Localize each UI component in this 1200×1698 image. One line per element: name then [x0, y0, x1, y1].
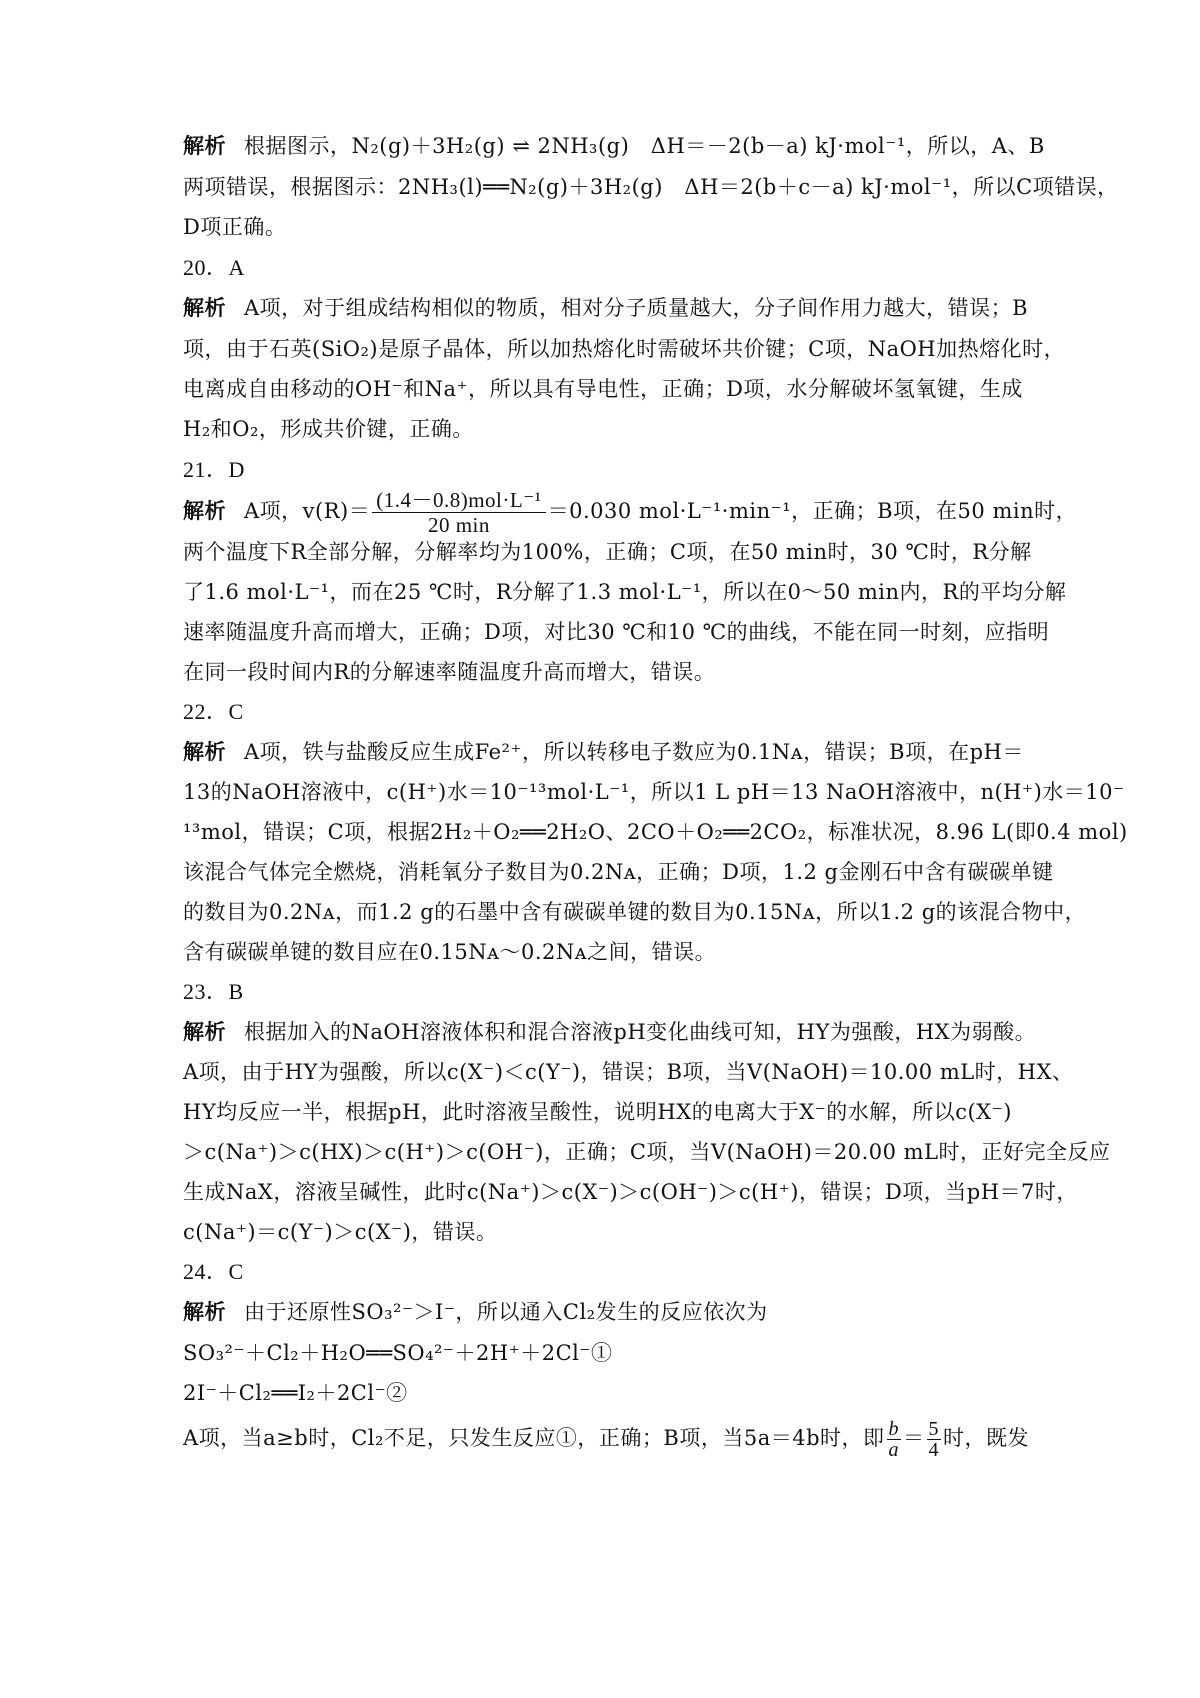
s21-text-1-post: ＝0.030 mol·L⁻¹·min⁻¹，正确；B项，在50 min时，	[547, 499, 1078, 523]
ratio-numerator: b	[888, 1418, 900, 1440]
s24-line-1	[183, 1297, 1023, 1329]
s20-number: 20．A	[183, 255, 245, 280]
s23-number: 23．B	[183, 979, 244, 1004]
s19-line-2: 两项错误，根据图示：2NH₃(l)══N₂(g)＋3H₂(g) ΔH＝2(b＋c－a) kJ·mol⁻¹，所以C项错误，	[183, 175, 1119, 199]
analysis-label: 解析	[183, 134, 226, 158]
s22-text-1: A项，铁与盐酸反应生成Fe²⁺，所以转移电子数应为0.1Nᴀ，错误；B项，在pH＝	[244, 740, 1024, 764]
s21-number: 21．D	[183, 457, 245, 482]
s20-line-1	[183, 293, 1029, 325]
s23-line-2: A项，由于HY为强酸，所以c(X⁻)＜c(Y⁻)，错误；B项，当V(NaOH)＝10.00 mL时，HX、	[183, 1060, 1074, 1084]
s22-line-6: 含有碳碳单键的数目应在0.15Nᴀ～0.2Nᴀ之间，错误。	[183, 940, 717, 964]
s21-line-4: 速率随温度升高而增大，正确；D项，对比30 ℃和10 ℃的曲线，不能在同一时刻，应指明	[183, 620, 1050, 644]
s22-line-4: 该混合气体完全燃烧，消耗氧分子数目为0.2Nᴀ，正确；D项，1.2 g金刚石中含有碳碳单键	[183, 860, 1054, 884]
s22-line-2: 13的NaOH溶液中，c(H⁺)水＝10⁻¹³mol·L⁻¹，所以1 L pH＝13 NaOH溶液中，n(H⁺)水＝10⁻	[183, 780, 1125, 804]
analysis-label: 解析	[183, 1020, 226, 1044]
s24-text-2-post: 时，既发	[943, 1426, 1030, 1450]
analysis-label: 解析	[183, 740, 226, 764]
s22-line-1	[183, 737, 1023, 769]
equals-sign: ＝	[903, 1426, 925, 1450]
ratio-five-fourths	[927, 1419, 942, 1460]
analysis-label: 解析	[183, 1300, 226, 1324]
s22-line-5: 的数目为0.2Nᴀ，而1.2 g的石墨中含有碳碳单键的数目为0.15Nᴀ，所以1.2 g的该混合物中，	[183, 900, 1087, 924]
s19-line-3: D项正确。	[183, 215, 287, 239]
ratio-four: 4	[928, 1439, 940, 1461]
s23-line-6: c(Na⁺)＝c(Y⁻)＞c(X⁻)，错误。	[183, 1220, 498, 1244]
s24-text-2-pre: A项，当a≥b时，Cl₂不足，只发生反应①，正确；B项，当5a＝4b时，即	[183, 1426, 885, 1450]
s21-line-3: 了1.6 mol·L⁻¹，而在25 ℃时，R分解了1.3 mol·L⁻¹，所以在0～50 min内，R的平均分解	[183, 580, 1067, 604]
s24-number: 24．C	[183, 1259, 244, 1284]
s19-line-1	[183, 131, 1045, 163]
analysis-label: 解析	[183, 499, 226, 523]
rate-fraction-numerator: (1.4－0.8)mol·L⁻¹	[372, 488, 545, 513]
s21-line-2: 两个温度下R全部分解，分解率均为100%，正确；C项，在50 min时，30 ℃时，R分解	[183, 540, 1032, 564]
rate-fraction-denominator: 20 min	[427, 513, 490, 537]
s23-text-1: 根据加入的NaOH溶液体积和混合溶液pH变化曲线可知，HY为强酸，HX为弱酸。	[244, 1020, 1037, 1044]
s21-line-5: 在同一段时间内R的分解速率随温度升高而增大，错误。	[183, 660, 716, 684]
s23-line-4: ＞c(Na⁺)＞c(HX)＞c(H⁺)＞c(OH⁻)，正确；C项，当V(NaOH)＝20.00 mL时，正好完全反应	[183, 1140, 1111, 1164]
s21-line-1	[183, 484, 1078, 538]
s24-equation-2: 2I⁻＋Cl₂══I₂＋2Cl⁻②	[183, 1381, 408, 1405]
s20-line-2: 项，由于石英(SiO₂)是原子晶体，所以加热熔化时需破坏共价键；C项，NaOH加热熔化时，	[183, 337, 1066, 361]
s24-line-2	[183, 1413, 1030, 1463]
s22-line-3: ¹³mol，错误；C项，根据2H₂＋O₂══2H₂O、2CO＋O₂══2CO₂，标准状况，8.96 L(即0.4 mol)	[183, 820, 1128, 844]
rate-fraction	[372, 488, 545, 537]
analysis-label: 解析	[183, 296, 226, 320]
s19-text-1: 根据图示，N₂(g)＋3H₂(g) ⇌ 2NH₃(g) ΔH＝－2(b－a) kJ·mol⁻¹，所以，A、B	[244, 134, 1045, 158]
s23-line-3: HY均反应一半，根据pH，此时溶液呈酸性，说明HX的电离大于X⁻的水解，所以c(X⁻)	[183, 1100, 1012, 1124]
ratio-denominator: a	[888, 1439, 900, 1461]
s23-line-1	[183, 1017, 1037, 1049]
s23-line-5: 生成NaX，溶液呈碱性，此时c(Na⁺)＞c(X⁻)＞c(OH⁻)＞c(H⁺)，错误；D项，当pH＝7时，	[183, 1180, 1078, 1204]
s20-line-4: H₂和O₂，形成共价键，正确。	[183, 417, 474, 441]
ratio-b-over-a	[887, 1419, 902, 1460]
s20-line-3: 电离成自由移动的OH⁻和Na⁺，所以具有导电性，正确；D项，水分解破坏氢氧键，生成	[183, 377, 1023, 401]
ratio-five: 5	[928, 1418, 940, 1440]
s22-number: 22．C	[183, 699, 244, 724]
s24-text-1: 由于还原性SO₃²⁻＞I⁻，所以通入Cl₂发生的反应依次为	[244, 1300, 768, 1324]
s21-text-1-pre: A项，v(R)＝	[244, 499, 371, 523]
s24-equation-1: SO₃²⁻＋Cl₂＋H₂O══SO₄²⁻＋2H⁺＋2Cl⁻①	[183, 1341, 613, 1365]
s20-text-1: A项，对于组成结构相似的物质，相对分子质量越大，分子间作用力越大，错误；B	[244, 296, 1029, 320]
